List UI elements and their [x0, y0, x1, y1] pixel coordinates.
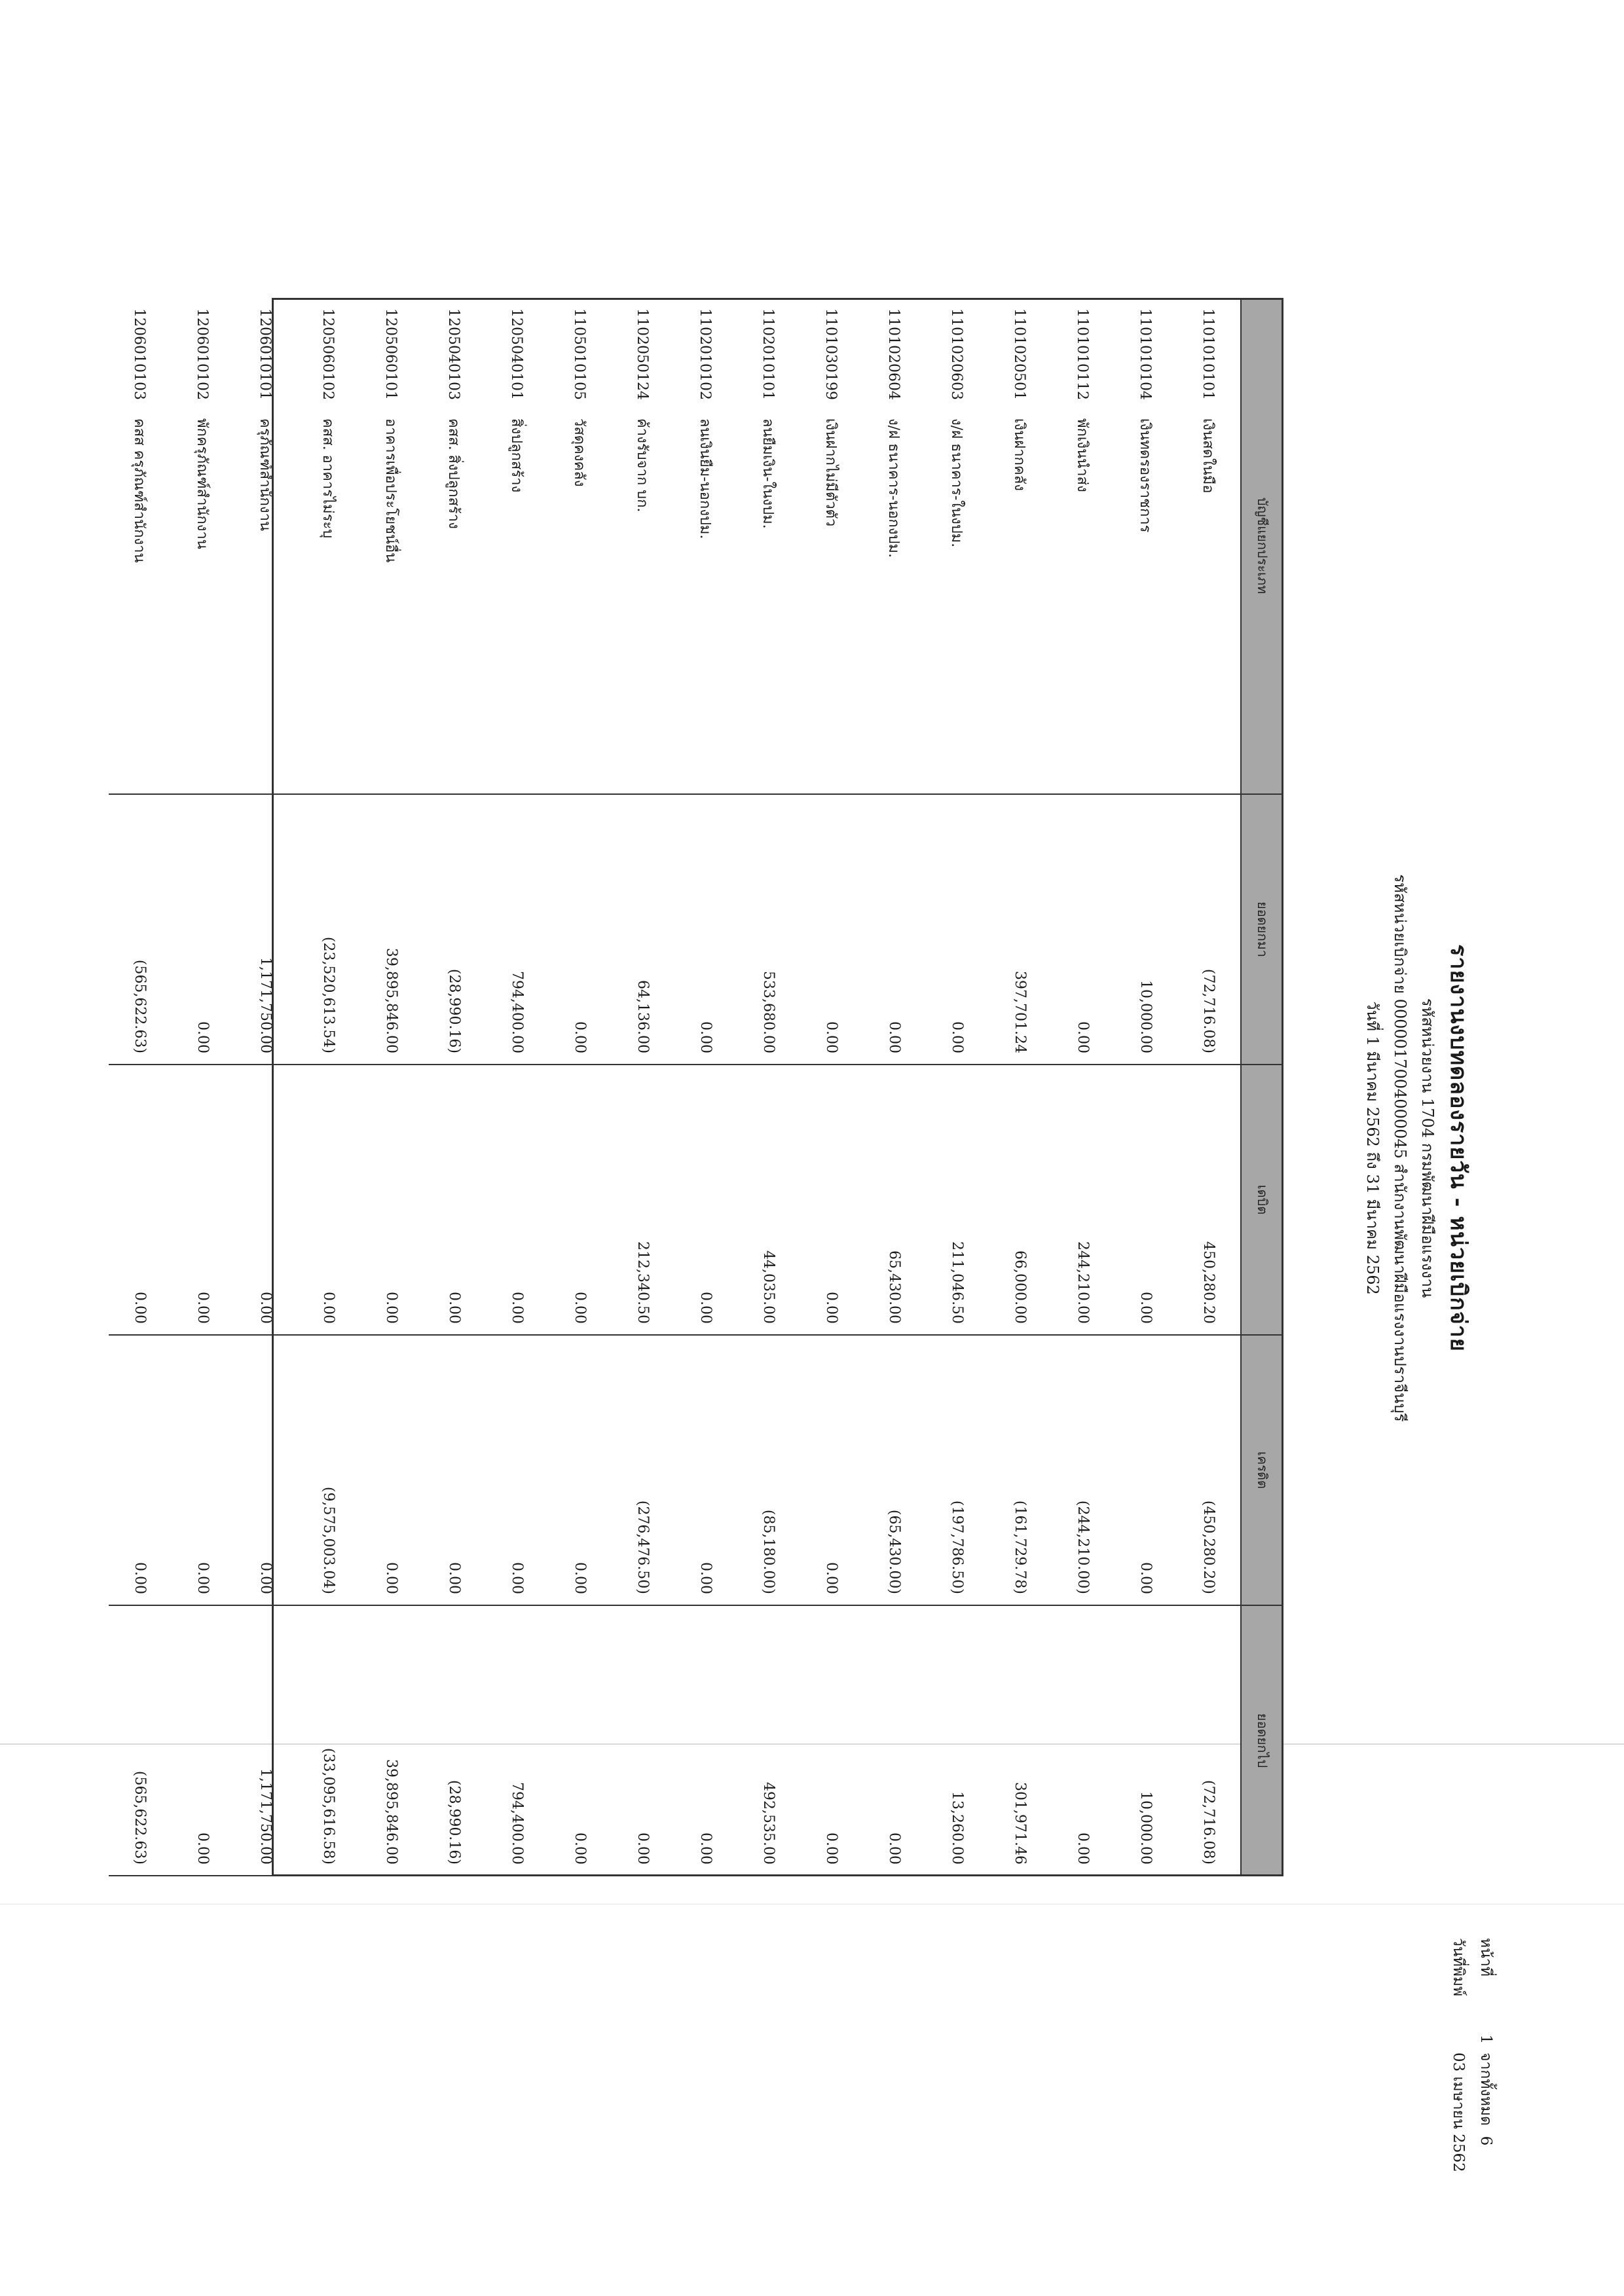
account-code: 1205060102 [320, 308, 337, 400]
credit-amount: 0.00 [674, 1335, 737, 1605]
account-code: 1206010102 [194, 308, 211, 400]
account-name: ง/ฝ ธนาคาร-ในงปม. [948, 418, 965, 548]
account-code: 1105010105 [571, 308, 588, 400]
debit-amount: 0.00 [800, 1065, 863, 1335]
opening-amount: 10,000.00 [1115, 794, 1177, 1065]
table-row [989, 298, 1052, 1876]
account-name: ครุภัณฑ์สำนักงาน [257, 418, 274, 531]
print-date-label: วันที่พิมพ์ [1450, 1938, 1467, 1997]
account-cell [360, 298, 423, 794]
account-code: 1101030199 [822, 308, 840, 400]
opening-amount: (72,716.08) [1177, 794, 1241, 1065]
table-row [737, 298, 800, 1876]
debit-amount: 450,280.20 [1177, 1065, 1241, 1335]
table-row [1115, 298, 1177, 1876]
account-name: อาคารเพื่อประโยชน์อื่น [382, 418, 399, 563]
debit-amount: 0.00 [109, 1065, 172, 1335]
account-name: เงินฝากคลัง [1011, 418, 1028, 491]
total-label: จากทั้งหมด [1477, 2052, 1494, 2126]
debit-amount: 211,046.50 [926, 1065, 989, 1335]
opening-amount: 0.00 [926, 794, 989, 1065]
account-code: 1101020604 [885, 308, 902, 400]
table-row [926, 298, 989, 1876]
account-name: คสส. อาคารไม่ระบุ [320, 418, 337, 539]
opening-amount: 794,400.00 [486, 794, 549, 1065]
table-row [549, 298, 612, 1876]
table-row [486, 298, 549, 1876]
closing-amount: (72,716.08) [1177, 1605, 1241, 1876]
table-row [1177, 298, 1241, 1876]
account-cell [674, 298, 737, 794]
opening-amount: 0.00 [674, 794, 737, 1065]
opening-amount: 1,171,750.00 [234, 794, 297, 1065]
credit-amount: 0.00 [172, 1335, 234, 1605]
credit-amount: (276,476.50) [612, 1335, 674, 1605]
account-code: 1102050124 [634, 308, 651, 400]
table-row [800, 298, 863, 1876]
account-code: 1206010103 [131, 308, 148, 400]
account-name: วัสดุคงคลัง [571, 418, 588, 487]
table-row [612, 298, 674, 1876]
closing-amount: 39,895,846.00 [360, 1605, 423, 1876]
credit-amount: (85,180.00) [737, 1335, 800, 1605]
closing-amount: 0.00 [674, 1605, 737, 1876]
account-name: คสส. สิ่งปลูกสร้าง [445, 418, 462, 529]
account-name: ลนเงินยืม-นอกงปม. [697, 418, 714, 539]
account-code: 1205040103 [445, 308, 462, 400]
table-row [234, 298, 297, 1876]
debit-amount: 65,430.00 [863, 1065, 926, 1335]
account-code: 1205040101 [508, 308, 525, 400]
page-number: 1 [1477, 2034, 1494, 2045]
credit-amount: 0.00 [1115, 1335, 1177, 1605]
account-cell [549, 298, 612, 794]
table-row [172, 298, 234, 1876]
debit-amount: 0.00 [297, 1065, 360, 1335]
table-row [423, 298, 486, 1876]
credit-amount: 0.00 [423, 1335, 486, 1605]
page-info [1445, 1938, 1500, 2172]
table-row [297, 298, 360, 1876]
closing-amount: 13,260.00 [926, 1605, 989, 1876]
account-name: เงินฝากไม่มีตัวตัว [822, 418, 840, 527]
debit-amount: 0.00 [549, 1065, 612, 1335]
account-cell [109, 298, 172, 794]
credit-amount: (161,729.78) [989, 1335, 1052, 1605]
debit-amount: 66,000.00 [989, 1065, 1052, 1335]
closing-amount: 0.00 [1052, 1605, 1115, 1876]
credit-amount: (65,430.00) [863, 1335, 926, 1605]
account-code: 1101010104 [1137, 308, 1154, 400]
credit-amount: (9,575,003.04) [297, 1335, 360, 1605]
account-cell [234, 298, 297, 794]
account-code: 1102010102 [697, 308, 714, 400]
closing-amount: 1,171,750.00 [234, 1605, 297, 1876]
debit-amount: 0.00 [486, 1065, 549, 1335]
account-cell [172, 298, 234, 794]
account-code: 1206010101 [257, 308, 274, 400]
debit-amount: 0.00 [360, 1065, 423, 1335]
opening-amount: 0.00 [549, 794, 612, 1065]
account-cell [423, 298, 486, 794]
closing-amount: (28,990.16) [423, 1605, 486, 1876]
opening-amount: 64,136.00 [612, 794, 674, 1065]
debit-amount: 0.00 [423, 1065, 486, 1335]
account-cell [800, 298, 863, 794]
account-code: 1205060101 [382, 308, 399, 400]
opening-amount: 0.00 [1052, 794, 1115, 1065]
total-pages: 6 [1477, 2136, 1494, 2146]
closing-amount: (33,095,616.58) [297, 1605, 360, 1876]
credit-amount: 0.00 [486, 1335, 549, 1605]
closing-amount: (565,622.63) [109, 1605, 172, 1876]
account-cell [737, 298, 800, 794]
opening-amount: 397,701.24 [989, 794, 1052, 1065]
account-name: ง/ฝ ธนาคาร-นอกงปม. [885, 418, 902, 558]
credit-amount: 0.00 [109, 1335, 172, 1605]
closing-amount: 0.00 [863, 1605, 926, 1876]
closing-amount: 0.00 [800, 1605, 863, 1876]
account-cell [926, 298, 989, 794]
credit-amount: 0.00 [234, 1335, 297, 1605]
debit-amount: 244,210.00 [1052, 1065, 1115, 1335]
trial-balance-table [109, 298, 1283, 1876]
account-name: เงินทดรองราชการ [1137, 418, 1154, 533]
debit-amount: 0.00 [674, 1065, 737, 1335]
closing-amount: 301,971.46 [989, 1605, 1052, 1876]
debit-amount: 44,035.00 [737, 1065, 800, 1335]
period-line: วันที่ 1 มีนาคม 2562 ถึง 31 มีนาคม 2562 [1363, 1001, 1382, 1295]
account-name: คสส ครุภัณฑ์สำนักงาน [131, 418, 148, 563]
table-row [863, 298, 926, 1876]
account-name: พักครุภัณฑ์สำนักงาน [194, 418, 211, 549]
disbursement-unit-line: รหัสหน่วยเบิกจ่าย 0000017004000045 สำนักงานพัฒนาฝีมือแรงงานปราจีนบุรี [1391, 874, 1409, 1422]
table-header-row [1241, 298, 1283, 1876]
header-credit: เครดิต [1241, 1335, 1283, 1605]
account-name: ค้างรับจาก บก. [634, 418, 651, 513]
closing-amount: 0.00 [612, 1605, 674, 1876]
account-cell [1115, 298, 1177, 794]
header-opening: ยอดยกมา [1241, 794, 1283, 1065]
print-date: 03 เมษายน 2562 [1450, 2052, 1467, 2172]
opening-amount: 533,680.00 [737, 794, 800, 1065]
debit-amount: 212,340.50 [612, 1065, 674, 1335]
header-closing: ยอดยกไป [1241, 1605, 1283, 1876]
credit-amount: (244,210.00) [1052, 1335, 1115, 1605]
closing-amount: 0.00 [549, 1605, 612, 1876]
account-code: 1101010112 [1074, 308, 1091, 400]
account-code: 1101020603 [948, 308, 965, 400]
table-row [674, 298, 737, 1876]
account-cell [1052, 298, 1115, 794]
account-cell [297, 298, 360, 794]
opening-amount: (565,622.63) [109, 794, 172, 1065]
opening-amount: 0.00 [800, 794, 863, 1065]
closing-amount: 10,000.00 [1115, 1605, 1177, 1876]
header-debit: เดบิต [1241, 1065, 1283, 1335]
account-cell [1177, 298, 1241, 794]
account-cell [863, 298, 926, 794]
debit-amount: 0.00 [234, 1065, 297, 1335]
opening-amount: (23,520,613.54) [297, 794, 360, 1065]
table-row [360, 298, 423, 1876]
table-row [109, 298, 172, 1876]
debit-amount: 0.00 [172, 1065, 234, 1335]
closing-amount: 492,535.00 [737, 1605, 800, 1876]
credit-amount: 0.00 [549, 1335, 612, 1605]
account-name: สิ่งปลูกสร้าง [508, 418, 525, 493]
credit-amount: (450,280.20) [1177, 1335, 1241, 1605]
opening-amount: (28,990.16) [423, 794, 486, 1065]
credit-amount: (197,786.50) [926, 1335, 989, 1605]
account-code: 1101020501 [1011, 308, 1028, 400]
closing-amount: 794,400.00 [486, 1605, 549, 1876]
account-cell [486, 298, 549, 794]
credit-amount: 0.00 [360, 1335, 423, 1605]
account-code: 1101010101 [1200, 308, 1217, 400]
account-cell [612, 298, 674, 794]
opening-amount: 0.00 [172, 794, 234, 1065]
agency-line: รหัสหน่วยงาน 1704 กรมพัฒนาฝีมือแรงงาน [1418, 998, 1437, 1298]
account-code: 1102010101 [760, 308, 777, 400]
report-title: รายงานงบทดลองรายวัน - หน่วยเบิกจ่าย [1445, 944, 1471, 1352]
page-label: หน้าที่ [1477, 1938, 1494, 1977]
closing-amount: 0.00 [172, 1605, 234, 1876]
table-row [1052, 298, 1115, 1876]
credit-amount: 0.00 [800, 1335, 863, 1605]
account-name: พักเงินนำส่ง [1074, 418, 1091, 492]
debit-amount: 0.00 [1115, 1065, 1177, 1335]
opening-amount: 39,895,846.00 [360, 794, 423, 1065]
header-account: บัญชีแยกประเภท [1241, 298, 1283, 794]
account-name: เงินสดในมือ [1200, 418, 1217, 494]
account-cell [989, 298, 1052, 794]
account-name: ลนยืมเงิน-ในงปม. [760, 418, 777, 529]
opening-amount: 0.00 [863, 794, 926, 1065]
